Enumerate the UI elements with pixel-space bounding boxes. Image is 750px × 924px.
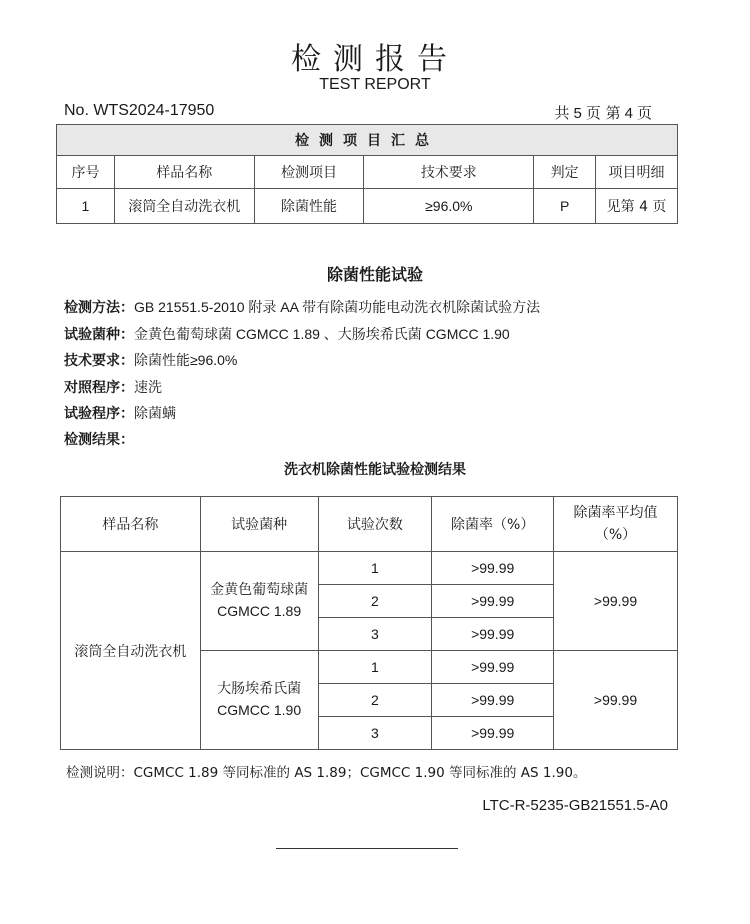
average-rate: >99.99 bbox=[554, 651, 678, 750]
summary-col-header: 项目明细 bbox=[596, 156, 678, 189]
info-value: 除菌性能≥96.0% bbox=[134, 352, 238, 368]
report-title-en: TEST REPORT bbox=[319, 76, 431, 93]
table-row bbox=[61, 552, 678, 585]
removal-rate: >99.99 bbox=[432, 717, 554, 750]
results-col-header: 除菌率（%） bbox=[432, 497, 554, 552]
info-label: 对照程序： bbox=[64, 380, 134, 396]
summary-col-header: 样品名称 bbox=[114, 156, 254, 189]
summary-cell: 见第 4 页 bbox=[596, 189, 678, 224]
results-col-header: 试验菌种 bbox=[200, 497, 318, 552]
pages-total: 5 bbox=[573, 105, 582, 122]
removal-rate: >99.99 bbox=[432, 651, 554, 684]
info-line bbox=[64, 403, 176, 423]
info-line bbox=[64, 377, 162, 397]
summary-table bbox=[56, 124, 678, 224]
pages-current: 4 bbox=[624, 105, 633, 122]
results-col-header: 试验次数 bbox=[318, 497, 432, 552]
pages-prefix: 共 bbox=[554, 104, 570, 122]
summary-cell: 滚筒全自动洗衣机 bbox=[114, 189, 254, 224]
trial-number: 2 bbox=[318, 585, 432, 618]
info-value: 除菌螨 bbox=[134, 405, 176, 421]
info-label: 试验菌种： bbox=[64, 327, 134, 343]
summary-header-row bbox=[57, 156, 678, 189]
trial-number: 1 bbox=[318, 552, 432, 585]
report-title-cn: 检测报告 bbox=[291, 42, 459, 77]
document-code: LTC-R-5235-GB21551.5-A0 bbox=[482, 797, 668, 814]
pages-mid: 页 第 bbox=[585, 104, 621, 122]
summary-col-header: 判定 bbox=[534, 156, 596, 189]
summary-col-header: 技术要求 bbox=[364, 156, 534, 189]
footer-divider bbox=[276, 848, 458, 849]
section-title: 除菌性能试验 bbox=[326, 265, 423, 284]
summary-cell: 1 bbox=[57, 189, 115, 224]
strain-cell bbox=[200, 552, 318, 651]
summary-title: 检测项目汇总 bbox=[57, 125, 678, 156]
sample-name-cell: 滚筒全自动洗衣机 bbox=[61, 552, 201, 750]
removal-rate: >99.99 bbox=[432, 618, 554, 651]
info-label: 技术要求： bbox=[64, 353, 134, 369]
strain-cell bbox=[200, 651, 318, 750]
info-label: 检测方法： bbox=[64, 300, 134, 316]
page-indicator bbox=[555, 102, 653, 123]
results-title: 洗衣机除菌性能试验检测结果 bbox=[284, 462, 466, 478]
results-header-row bbox=[61, 497, 678, 552]
results-table bbox=[60, 496, 678, 750]
trial-number: 1 bbox=[318, 651, 432, 684]
table-row bbox=[57, 189, 678, 224]
info-value: 金黄色葡萄球菌 CGMCC 1.89 、大肠埃希氏菌 CGMCC 1.90 bbox=[134, 326, 510, 342]
removal-rate: >99.99 bbox=[432, 585, 554, 618]
average-rate: >99.99 bbox=[554, 552, 678, 651]
summary-cell: 除菌性能 bbox=[254, 189, 364, 224]
strain-name: 大肠埃希氏菌 bbox=[217, 681, 302, 697]
trial-number: 3 bbox=[318, 618, 432, 651]
info-line bbox=[64, 429, 134, 449]
info-value: 速洗 bbox=[134, 379, 162, 395]
summary-cell: ≥96.0% bbox=[364, 189, 534, 224]
strain-name: 金黄色葡萄球菌 bbox=[210, 582, 309, 598]
results-col-header: 样品名称 bbox=[61, 497, 201, 552]
info-value: GB 21551.5-2010 附录 AA 带有除菌功能电动洗衣机除菌试验方法 bbox=[134, 299, 541, 315]
summary-cell: P bbox=[534, 189, 596, 224]
info-line bbox=[64, 297, 540, 317]
trial-number: 3 bbox=[318, 717, 432, 750]
results-note: 检测说明：CGMCC 1.89 等同标准的 AS 1.89；CGMCC 1.90 等同标准的 AS 1.90。 bbox=[66, 765, 587, 781]
removal-rate: >99.99 bbox=[432, 684, 554, 717]
info-label: 检测结果： bbox=[64, 432, 134, 448]
results-col-header: 除菌率平均值（%） bbox=[554, 497, 678, 552]
removal-rate: >99.99 bbox=[432, 552, 554, 585]
summary-col-header: 序号 bbox=[57, 156, 115, 189]
strain-code: CGMCC 1.90 bbox=[217, 702, 302, 718]
info-label: 试验程序： bbox=[64, 406, 134, 422]
info-line bbox=[64, 350, 237, 370]
strain-code: CGMCC 1.89 bbox=[217, 603, 302, 619]
pages-suffix: 页 bbox=[636, 104, 652, 122]
summary-col-header: 检测项目 bbox=[254, 156, 364, 189]
trial-number: 2 bbox=[318, 684, 432, 717]
info-line bbox=[64, 324, 510, 344]
report-number: No. WTS2024-17950 bbox=[64, 102, 215, 119]
